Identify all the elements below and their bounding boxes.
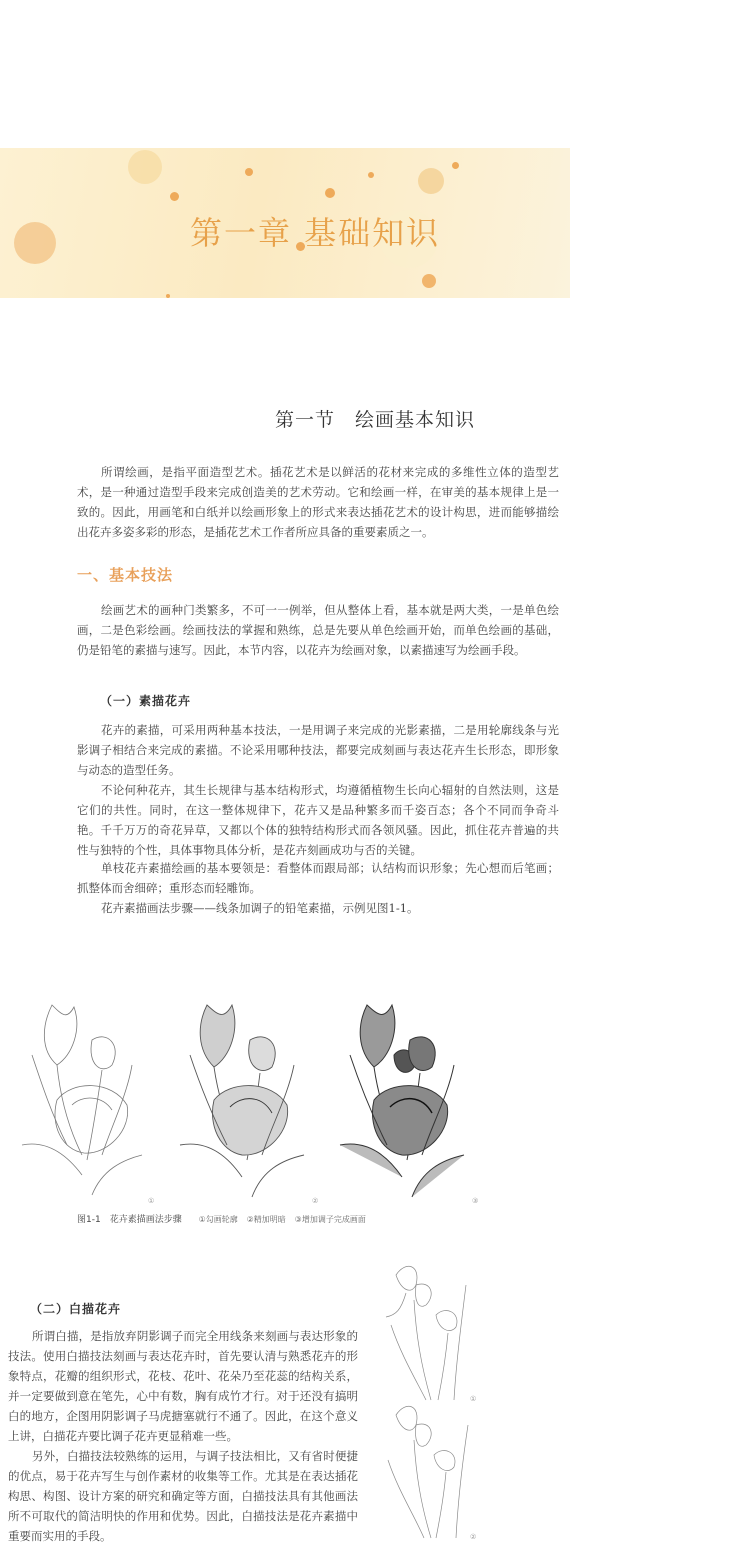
line-drawing-paragraph-2: 另外，白描技法较熟练的运用，与调子技法相比，又有省时便捷的优点，易于花卉写生与创作素材的收集等工作。尤其是在表达插花构思、构图、设计方案的研究和确定等方面，白描技法具有其他画法所不可取代的简洁明快的作用和优势。因此，白描技法是花卉素描中重要而实用的手段。 <box>8 1449 358 1543</box>
section-title: 第一节 绘画基本知识 <box>274 409 475 431</box>
banner-decor-dot <box>128 150 162 184</box>
side-figure-number: ② <box>470 1533 477 1541</box>
heading-basic-techniques: 一、基本技法 <box>77 566 174 584</box>
tulip-sketch-step-3 <box>332 995 482 1205</box>
sketch-paragraph-2: 不论何种花卉，其生长规律与基本结构形式，均遵循植物生长向心辐射的自然法则，这是它们的共性。同时，在这一整体规律下，花卉又是品种繁多而千姿百态；各个不同而争奇斗艳。千千万万的奇花异草，又都以个体的独特结构形式而各领风骚。因此，抓住花卉普遍的共性与独特的个性，具体事物具体分析，是花卉刻画成功与否的关键。 <box>77 783 559 857</box>
basic-paragraph: 绘画艺术的画种门类繁多，不可一一例举，但从整体上看，基本就是两大类，一是单色绘画，二是色彩绘画。绘画技法的掌握和熟练，总是先要从单色绘画开始，而单色绘画的基础，仍是铅笔的素描与速写。因此，本节内容，以花卉为绘画对象，以素描速写为绘画手段。 <box>77 603 559 657</box>
banner-decor-dot <box>422 274 436 288</box>
banner-decor-dot <box>325 188 335 198</box>
sub-heading-sketch-flowers: （一）素描花卉 <box>100 694 192 708</box>
figure-step-number: ② <box>312 1197 319 1205</box>
banner-decor-dot <box>418 168 444 194</box>
sketch-paragraph-3: 单枝花卉素描绘画的基本要领是：看整体而跟局部；认结构而识形象；先心想而后笔画；抓整体而舍细碎；重形态而轻雕饰。 <box>77 861 559 895</box>
figure-caption <box>77 1212 372 1225</box>
chapter-banner <box>0 148 570 298</box>
figure-caption-step: ③增加调子完成画面 <box>294 1215 366 1224</box>
sketch-paragraph-1: 花卉的素描，可采用两种基本技法，一是用调子来完成的光影素描，二是用轮廓线条与光影调子相结合来完成的素描。不论采用哪种技法，都要完成刻画与表达花卉生长形态，即形象与动态的造型任务。 <box>77 723 559 777</box>
iris-line-drawing-2 <box>376 1400 486 1540</box>
figure-caption-label: 图1-1 花卉素描画法步骤 <box>77 1215 182 1225</box>
banner-decor-dot <box>170 192 179 201</box>
banner-decor-dot <box>368 172 374 178</box>
banner-decor-dot <box>166 294 170 298</box>
figure-caption-step: ①勾画轮廓 <box>198 1215 238 1224</box>
side-figure-number: ① <box>470 1395 477 1403</box>
iris-line-drawing-1 <box>376 1255 486 1405</box>
tulip-sketch-step-2 <box>172 995 322 1205</box>
intro-paragraph: 所谓绘画，是指平面造型艺术。插花艺术是以鲜活的花材来完成的多维性立体的造型艺术，是一种通过造型手段来完成创造美的艺术劳动。它和绘画一样，在审美的基本规律上是一致的。因此，用画笔和白纸并以绘画形象上的形式来表达插花艺术的设计构思，进而能够描绘出花卉多姿多彩的形态，是插花艺术工作者所应具备的重要素质之一。 <box>77 465 559 539</box>
banner-decor-dot <box>245 168 253 176</box>
figure-step-number: ① <box>148 1197 155 1205</box>
chapter-title: 第一章 基础知识 <box>190 214 441 252</box>
line-drawing-paragraph-1: 所谓白描，是指放弃阴影调子而完全用线条来刻画与表达形象的技法。使用白描技法刻画与表达花卉时，首先要认清与熟悉花卉的形象特点，花瓣的组织形式，花枝、花叶、花朵乃至花蕊的结构关系，并一定要做到意在笔先，心中有数，胸有成竹才行。对于还没有搞明白的地方，企图用阴影调子马虎搪塞就行不通了。因此，在这个意义上讲，白描花卉要比调子花卉更显稍难一些。 <box>8 1329 358 1443</box>
banner-decor-dot <box>14 222 56 264</box>
sketch-paragraph-4: 花卉素描画法步骤——线条加调子的铅笔素描，示例见图1-1。 <box>101 901 419 915</box>
sub-heading-line-drawing-flowers: （二）白描花卉 <box>30 1302 122 1316</box>
figure-step-number: ③ <box>472 1197 479 1205</box>
tulip-sketch-step-1 <box>12 995 162 1205</box>
banner-decor-dot <box>452 162 459 169</box>
figure-caption-step: ②精加明暗 <box>246 1215 286 1224</box>
